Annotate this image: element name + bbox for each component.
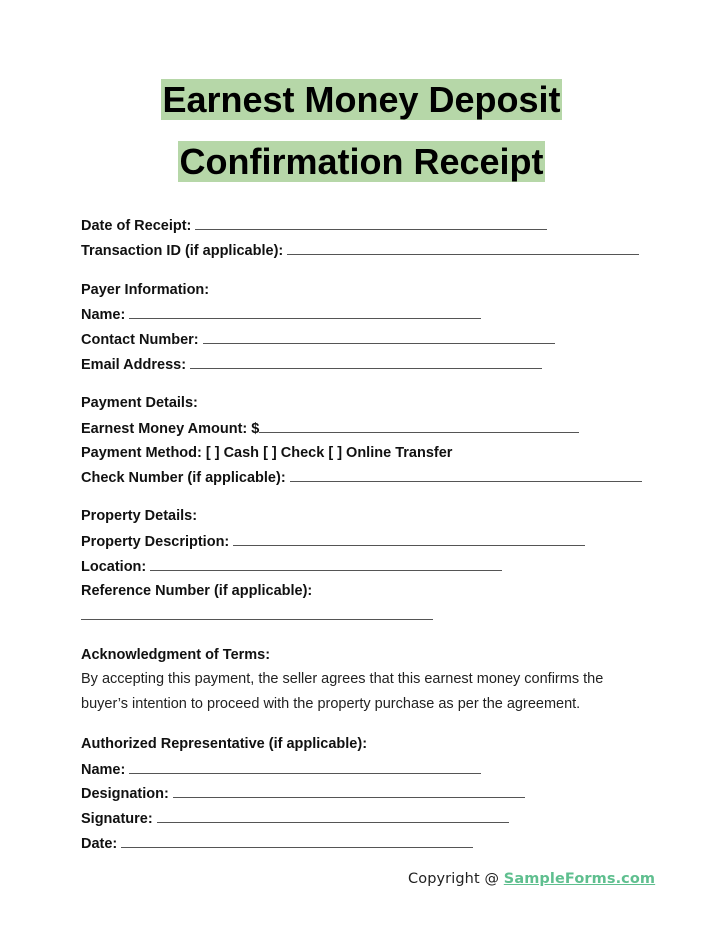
email-address-blank[interactable] [190,355,542,369]
date-of-receipt-blank[interactable] [195,216,547,230]
earnest-amount-blank[interactable] [259,419,579,433]
payer-name-field [81,305,481,324]
date-of-receipt-field [81,216,547,235]
designation-label: Designation: [81,786,169,802]
location-label: Location: [81,559,147,575]
contact-number-label: Contact Number: [81,332,199,348]
payer-name-blank[interactable] [129,305,481,319]
document-title-line-2: Confirmation Receipt [179,141,544,182]
copyright-prefix: Copyright @ [408,871,504,887]
payer-heading: Payer Information: [81,282,210,298]
property-description-label: Property Description: [81,534,230,550]
designation-blank[interactable] [173,784,525,798]
date-of-receipt-label: Date of Receipt: [81,218,192,234]
email-address-field [81,355,542,374]
transaction-id-field [81,241,639,260]
check-number-field [81,468,642,487]
contact-number-blank[interactable] [203,330,555,344]
earnest-amount-field [81,419,579,438]
rep-date-blank[interactable] [121,834,473,848]
reference-number-field [81,582,312,600]
payment-method-field: Payment Method: [ ] Cash [ ] Check [ ] Online Transfer [81,445,453,461]
reference-number-label: Reference Number (if applicable): [81,583,313,599]
signature-field [81,809,509,828]
rep-date-label: Date: [81,836,118,852]
transaction-id-label: Transaction ID (if applicable): [81,243,284,259]
property-description-blank[interactable] [233,532,585,546]
payment-heading: Payment Details: [81,395,198,411]
property-heading: Property Details: [81,508,198,524]
rep-name-blank[interactable] [129,760,481,774]
location-blank[interactable] [150,557,502,571]
designation-field [81,784,525,803]
email-address-label: Email Address: [81,357,187,373]
representative-heading: Authorized Representative (if applicable): [81,736,368,752]
reference-number-blank-row [81,606,433,625]
property-description-field [81,532,585,551]
copyright-footer [408,871,655,887]
transaction-id-blank[interactable] [287,241,639,255]
acknowledgment-heading: Acknowledgment of Terms: [81,647,271,663]
title-line-2-wrap [0,141,723,182]
reference-number-blank[interactable] [81,606,433,620]
signature-blank[interactable] [157,809,509,823]
payer-name-label: Name: [81,307,126,323]
check-number-blank[interactable] [290,468,642,482]
sampleforms-link[interactable]: SampleForms.com [503,871,656,887]
earnest-amount-label: Earnest Money Amount: $ [81,421,260,437]
rep-name-label: Name: [81,762,126,778]
document-title-line-1: Earnest Money Deposit [162,79,561,120]
contact-number-field [81,330,555,349]
rep-date-field [81,834,473,853]
rep-name-field [81,760,481,779]
check-number-label: Check Number (if applicable): [81,470,286,486]
signature-label: Signature: [81,811,153,827]
acknowledgment-text: By accepting this payment, the seller agrees that this earnest money confirms the buyer’s intention to proceed with the property purchase as per the agreement. [81,671,604,712]
location-field [81,557,502,576]
title-line-1-wrap [0,79,723,120]
